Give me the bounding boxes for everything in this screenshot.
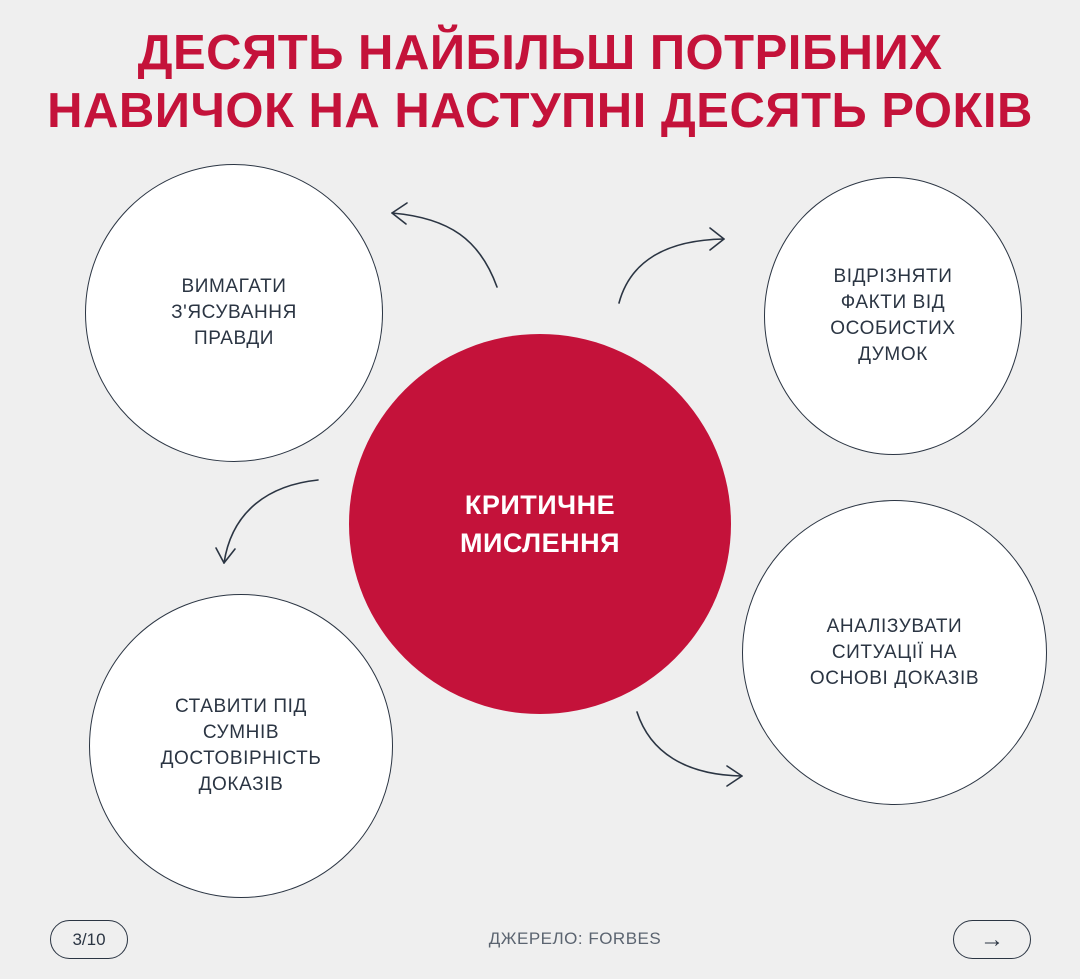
arrow-to-bottom-left-icon bbox=[216, 480, 318, 563]
arrow-to-bottom-right-icon bbox=[637, 712, 742, 786]
skill-label-top-right: ВІДРІЗНЯТИ ФАКТИ ВІД ОСОБИСТИХ ДУМОК bbox=[830, 266, 956, 365]
skill-circle-bottom-left bbox=[89, 594, 393, 898]
skill-circle-top-right bbox=[764, 177, 1022, 455]
skill-circle-top-left bbox=[85, 164, 383, 462]
arrow-to-top-right-icon bbox=[619, 228, 724, 303]
next-button[interactable] bbox=[953, 920, 1031, 959]
arrow-to-top-left-icon bbox=[392, 203, 497, 287]
center-label: КРИТИЧНЕ МИСЛЕННЯ bbox=[459, 490, 621, 558]
source-credit: ДЖЕРЕЛО: FORBES bbox=[488, 929, 662, 948]
page-indicator-label: 3/10 bbox=[72, 929, 106, 949]
title-line-1: ДЕСЯТЬ НАЙБІЛЬШ ПОТРІБНИХ bbox=[137, 26, 943, 80]
title-line-2: НАВИЧОК НА НАСТУПНІ ДЕСЯТЬ РОКІВ bbox=[47, 84, 1033, 138]
skill-label-top-left: ВИМАГАТИ З'ЯСУВАННЯ ПРАВДИ bbox=[171, 276, 297, 349]
skill-circle-bottom-right bbox=[742, 500, 1047, 805]
skill-label-bottom-left: СТАВИТИ ПІД СУМНІВ ДОСТОВІРНІСТЬ ДОКАЗІВ bbox=[160, 696, 322, 795]
arrow-right-icon: → bbox=[980, 925, 1004, 953]
center-circle bbox=[349, 334, 731, 714]
skill-label-bottom-right: АНАЛІЗУВАТИ СИТУАЦІЇ НА ОСНОВІ ДОКАЗІВ bbox=[809, 615, 980, 689]
